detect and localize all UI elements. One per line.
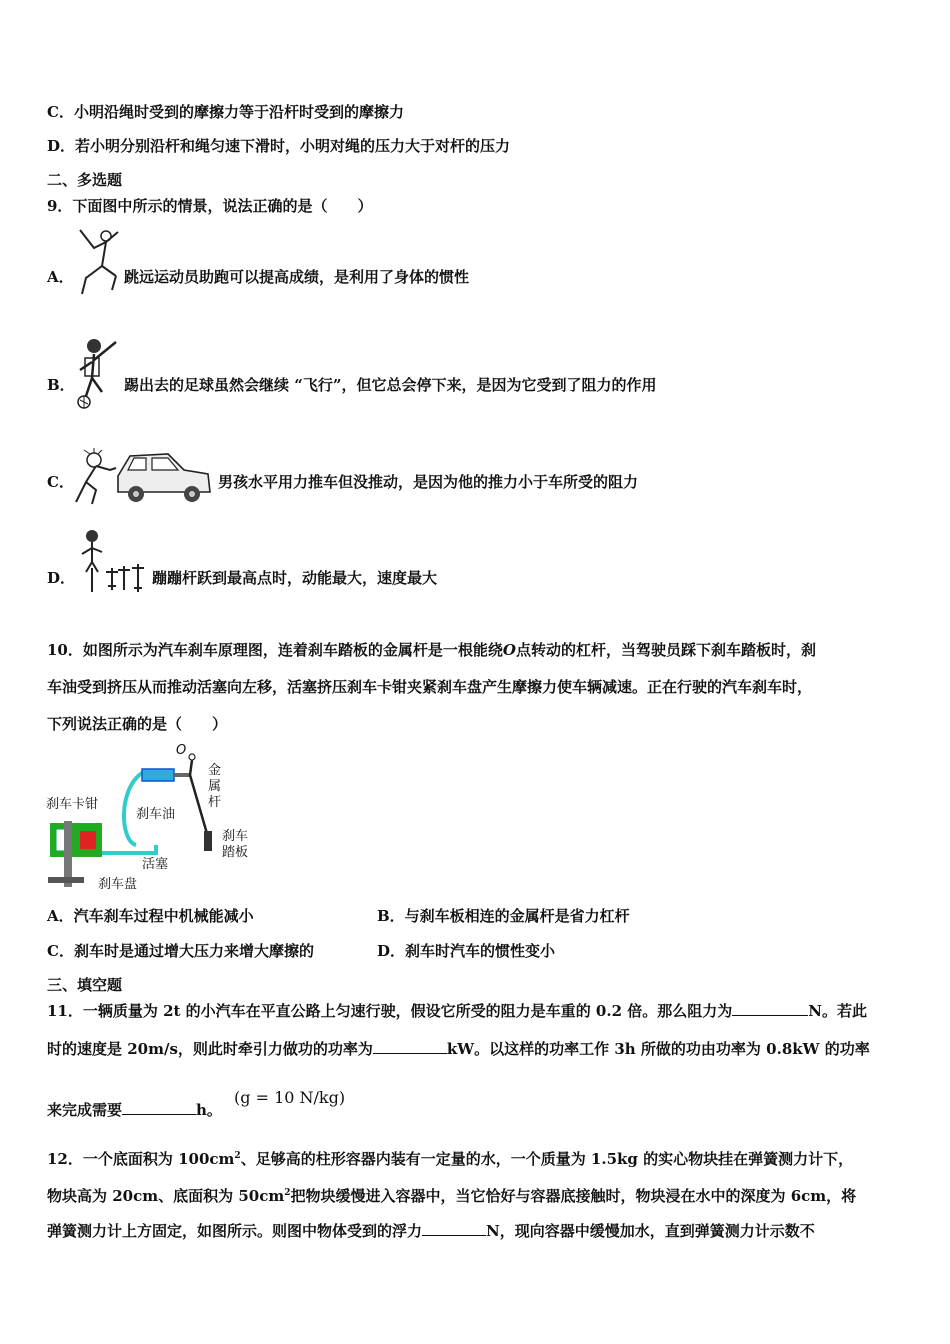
- piston: [80, 831, 96, 849]
- q10-option-c: C．刹车时是通过增大压力来增大摩擦的: [47, 942, 314, 960]
- q9-option-d-letter: D．: [47, 569, 76, 587]
- q10-option-d: D．刹车时汽车的惯性变小: [377, 942, 556, 960]
- soccer-player-figure: [70, 334, 124, 410]
- q12-text-3a: 弹簧测力计上方固定，如图所示。则图中物体受到的浮力: [47, 1222, 423, 1240]
- q11-text-2: 时的速度是 20m/s，则此时牵引力做功的功率为: [47, 1040, 373, 1058]
- figure-label-pedal-2: 踏板: [222, 845, 249, 860]
- figure-label-disc: 刹车盘: [98, 877, 138, 892]
- q12-text-1a: 12．一个底面积为 100cm: [47, 1150, 235, 1168]
- q10-line-1-part2: 点转动的杠杆，当驾驶员踩下刹车踏板时，刹: [515, 641, 816, 659]
- boy-pushing-car-figure: [72, 446, 214, 508]
- section-title-fill-blank: 三、填空题: [47, 976, 123, 994]
- q10-option-a: A．汽车刹车过程中机械能减小: [47, 907, 254, 925]
- q8-option-d: D．若小明分别沿杆和绳匀速下滑时，小明对绳的压力大于对杆的压力: [47, 137, 511, 155]
- q10-option-b: B．与刹车板相连的金属杆是省力杠杆: [377, 907, 630, 925]
- q10-line-3: 下列说法正确的是（ ）: [47, 715, 228, 733]
- q11-gravity-formula: (g = 10 N/kg): [234, 1088, 346, 1107]
- q12-text-2a: 物块高为 20cm、底面积为 50cm: [47, 1187, 285, 1205]
- q11-unit-2: kW。以这样的功率工作 3h 所做的功由功率为 0.8kW 的功率: [446, 1040, 870, 1058]
- q12-text-3b: N，现向容器中缓慢加水，直到弹簧测力计示数不: [486, 1222, 815, 1240]
- q12-sup-1: 2: [234, 1151, 241, 1161]
- brake-diagram: [44, 745, 264, 890]
- figure-label-caliper: 刹车卡钳: [46, 797, 99, 812]
- long-jumper-figure: [72, 226, 124, 300]
- figure-label-pedal-1: 刹车: [222, 829, 249, 844]
- q9-option-c-letter: C．: [47, 473, 74, 491]
- section-title-multiple-choice: 二、多选题: [47, 171, 123, 189]
- figure-label-o: O: [176, 743, 187, 758]
- metal-rod: [190, 760, 208, 837]
- q12-line-3: [47, 1221, 815, 1240]
- pivot-o: [189, 754, 195, 760]
- q12-line-2: [47, 1184, 856, 1205]
- q11-blank-1[interactable]: [732, 1001, 808, 1016]
- q10-line-1: [47, 641, 816, 659]
- q12-text-2b: 把物块缓慢进入容器中，当它恰好与容器底接触时，物块浸在水中的深度为 6cm，将: [290, 1187, 857, 1205]
- q9-option-d-text: 蹦蹦杆跃到最高点时，动能最大，速度最大: [152, 569, 438, 587]
- figure-label-oil: 刹车油: [136, 807, 176, 822]
- q12-blank-1[interactable]: [422, 1221, 486, 1236]
- q11-text-1: 11．一辆质量为 2t 的小汽车在平直公路上匀速行驶，假设它所受的阻力是车重的 0.2 倍。那么阻力为: [47, 1002, 733, 1020]
- q9-option-a-text: 跳远运动员助跑可以提高成绩，是利用了身体的惯性: [124, 268, 470, 286]
- q9-option-b-letter: B．: [47, 376, 75, 394]
- q11-line-2: [47, 1039, 870, 1058]
- q11-line-3: [47, 1100, 222, 1119]
- q11-text-3: 来完成需要: [47, 1101, 123, 1119]
- figure-label-rod: 金属杆: [208, 763, 222, 810]
- q10-line-2: 车油受到挤压从而推动活塞向左移，活塞挤压刹车卡钳夹紧刹车盘产生摩擦力使车辆减速。正在行驶的汽车刹车时，: [47, 678, 813, 696]
- q10-line-1-part1: 10．如图所示为汽车刹车原理图，连着刹车踏板的金属杆是一根能绕: [47, 641, 503, 659]
- q11-blank-2[interactable]: [373, 1039, 447, 1054]
- q9-option-b-text: 踢出去的足球虽然会继续 “飞行”，但它总会停下来，是因为它受到了阻力的作用: [124, 376, 657, 394]
- q9-option-c-text: 男孩水平用力推车但没推动，是因为他的推力小于车所受的阻力: [218, 473, 639, 491]
- figure-label-piston: 活塞: [142, 857, 169, 872]
- q12-text-1b: 、足够高的柱形容器内装有一定量的水，一个质量为 1.5kg 的实心物块挂在弹簧测力计下，: [240, 1150, 854, 1168]
- q8-option-c: C．小明沿绳时受到的摩擦力等于沿杆时受到的摩擦力: [47, 103, 404, 121]
- q11-blank-3[interactable]: [122, 1100, 196, 1115]
- brake-pedal: [204, 831, 212, 851]
- q12-sup-2: 2: [284, 1188, 291, 1198]
- q11-unit-3: h。: [196, 1101, 222, 1119]
- q9-stem: 9．下面图中所示的情景，说法正确的是（ ）: [47, 197, 373, 215]
- master-cylinder: [142, 769, 174, 781]
- q9-option-a-letter: A．: [47, 268, 74, 286]
- pogo-stick-figure: [72, 528, 150, 596]
- q12-line-1: [47, 1147, 853, 1168]
- q10-pivot-o: O: [502, 641, 516, 659]
- q11-line-1: [47, 1001, 867, 1020]
- q11-unit-1: N。若此: [808, 1002, 867, 1020]
